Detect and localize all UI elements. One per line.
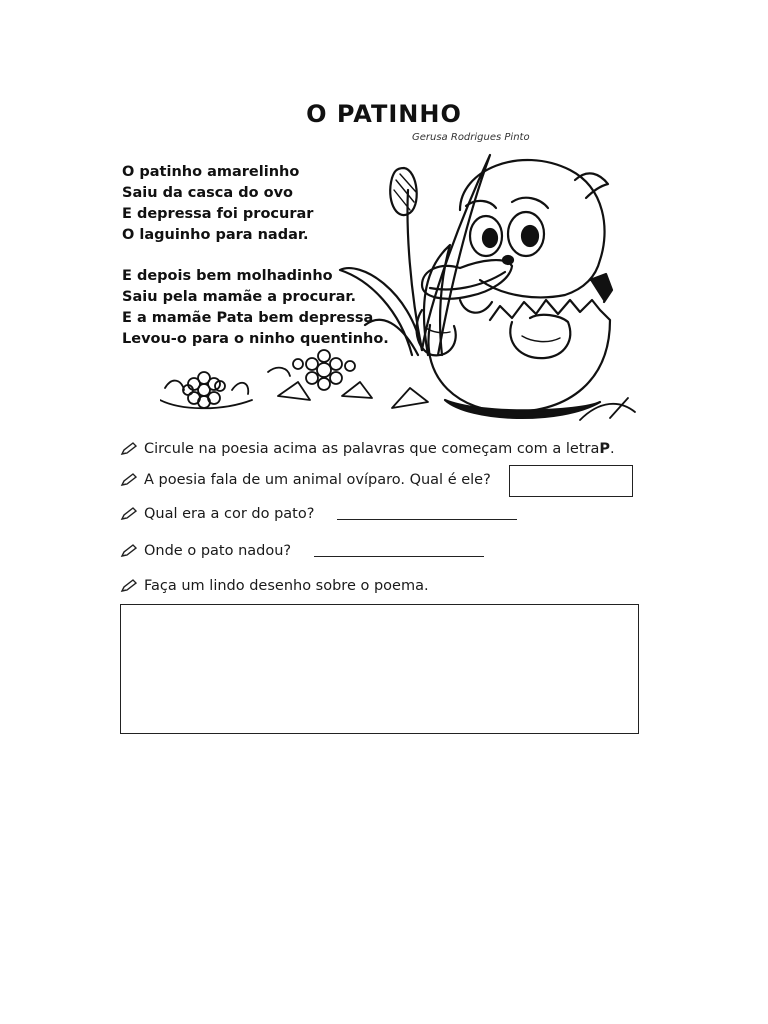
question-1-letter: P xyxy=(599,441,611,457)
color-answer-line[interactable] xyxy=(337,519,517,520)
poem-line: E depois bem molhadinho xyxy=(122,268,333,284)
poem-line: O patinho amarelinho xyxy=(122,164,300,180)
question-2 xyxy=(120,472,491,488)
question-5 xyxy=(120,578,429,594)
question-1-end: . xyxy=(610,441,615,457)
pencil-icon xyxy=(120,579,138,593)
poem-line: E depressa foi procurar xyxy=(122,206,314,222)
poem-line: Levou-o para o ninho quentinho. xyxy=(122,331,389,347)
question-3-text: Qual era a cor do pato? xyxy=(144,506,315,522)
question-4 xyxy=(120,543,291,559)
pencil-icon xyxy=(120,473,138,487)
question-2-text: A poesia fala de um animal ovíparo. Qual é ele? xyxy=(144,472,491,488)
question-1-text: Circule na poesia acima as palavras que começam com a letra xyxy=(144,441,600,457)
animal-answer-box[interactable] xyxy=(509,465,633,497)
question-4-text: Onde o pato nadou? xyxy=(144,543,292,559)
question-3 xyxy=(120,506,314,522)
question-5-text: Faça um lindo desenho sobre o poema. xyxy=(144,578,429,594)
page-title: O PATINHO xyxy=(306,100,462,128)
poem-line: Saiu da casca do ovo xyxy=(122,185,293,201)
question-1 xyxy=(120,441,615,457)
pencil-icon xyxy=(120,544,138,558)
pencil-icon xyxy=(120,442,138,456)
poem-line: O laguinho para nadar. xyxy=(122,227,309,243)
poem-line: E a mamãe Pata bem depressa xyxy=(122,310,374,326)
swim-place-answer-line[interactable] xyxy=(314,556,484,557)
poem-line: Saiu pela mamãe a procurar. xyxy=(122,289,357,305)
poem-author: Gerusa Rodrigues Pinto xyxy=(412,132,530,143)
drawing-box[interactable] xyxy=(120,604,639,734)
pencil-icon xyxy=(120,507,138,521)
duckling-illustration-icon xyxy=(160,150,640,430)
